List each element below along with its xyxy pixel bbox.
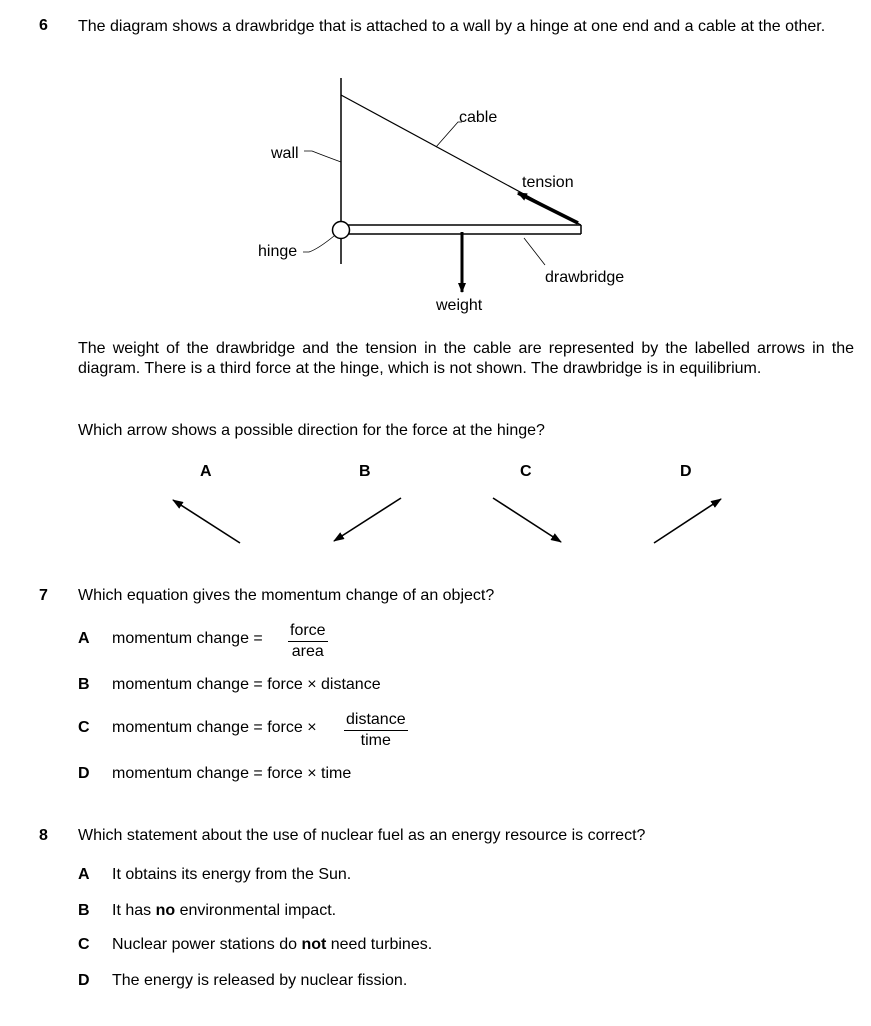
question-number-8: 8 (39, 827, 48, 844)
q7-option-c-numerator: distance (344, 710, 408, 731)
q7-option-d-letter[interactable]: D (78, 765, 90, 782)
q6-option-a-label: A (200, 463, 212, 480)
question-6-prompt: Which arrow shows a possible direction for the force at the hinge? (78, 422, 545, 439)
q8-option-a-text: It obtains its energy from the Sun. (112, 866, 352, 883)
q7-option-b-text: momentum change = force × distance (112, 676, 381, 693)
label-wall: wall (271, 145, 299, 162)
label-hinge: hinge (258, 243, 298, 260)
question-8-prompt: Which statement about the use of nuclear fuel as an energy resource is correct? (78, 827, 646, 844)
q7-option-c-fraction (344, 710, 408, 751)
question-number-6: 6 (39, 17, 48, 34)
label-tension: tension (522, 174, 574, 191)
q7-option-a-denominator: area (291, 643, 324, 660)
q6-option-a-arrow-up-left (173, 500, 240, 543)
q8-option-b-letter[interactable]: B (78, 902, 90, 919)
label-weight: weight (436, 297, 483, 314)
drawbridge-leader (524, 238, 545, 265)
q7-option-a-numerator: force (288, 621, 328, 642)
q7-option-d-text: momentum change = force × time (112, 765, 352, 782)
hinge-leader (303, 236, 334, 252)
label-cable: cable (459, 109, 498, 126)
wall-leader (304, 151, 341, 162)
tension-arrow (518, 193, 578, 223)
label-drawbridge: drawbridge (545, 269, 625, 286)
q7-option-a-letter[interactable]: A (78, 630, 90, 647)
q8-option-b-text: It has no environmental impact. (112, 902, 337, 919)
q7-option-a-fraction (288, 621, 328, 662)
q8-option-c-letter[interactable]: C (78, 936, 90, 953)
q7-option-b-letter[interactable]: B (78, 676, 90, 693)
q8-option-c-text: Nuclear power stations do not need turbines. (112, 936, 433, 953)
drawbridge-diagram (0, 0, 871, 330)
q8-option-a-letter[interactable]: A (78, 866, 90, 883)
q8-option-d-letter[interactable]: D (78, 972, 90, 989)
question-number-7: 7 (39, 587, 48, 604)
hinge-circle (333, 222, 350, 239)
q6-option-d-label: D (680, 463, 692, 480)
q7-option-c-letter[interactable]: C (78, 719, 90, 736)
question-6-intro: The diagram shows a drawbridge that is attached to a wall by a hinge at one end and a cable at the other. (78, 18, 826, 35)
q6-option-c-arrow-down-right (493, 498, 561, 542)
q6-option-b-label: B (359, 463, 371, 480)
q6-option-d-arrow-up-right (654, 499, 721, 543)
question-6-options (0, 455, 871, 555)
q7-option-a-lhs: momentum change = (112, 630, 263, 647)
question-6-body: The weight of the drawbridge and the tension in the cable are represented by the labelled arrows in the diagram. There is a third force at the hinge, which is not shown. The drawbridge is in equilibrium. (78, 340, 854, 377)
q6-option-c-label: C (520, 463, 532, 480)
q6-option-b-arrow-down-left (334, 498, 401, 541)
q8-option-d-text: The energy is released by nuclear fission. (112, 972, 408, 989)
question-7-prompt: Which equation gives the momentum change of an object? (78, 587, 495, 604)
q7-option-c-denominator: time (360, 732, 391, 749)
q7-option-c-lhs: momentum change = force × (112, 719, 317, 736)
